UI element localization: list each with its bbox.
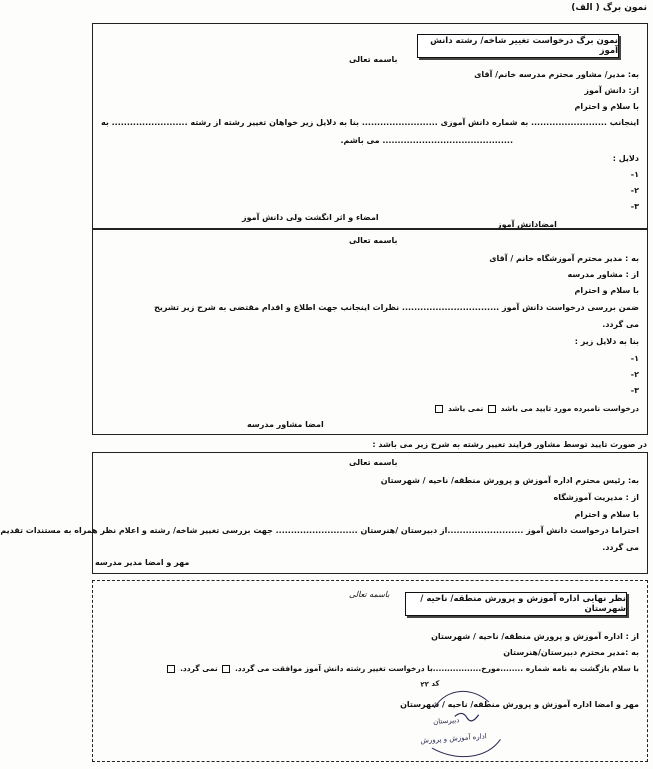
process-note: در صورت تایید توسط مشاور فرایند تغییر رشته به شرح زیر می باشد : xyxy=(372,440,647,449)
section-4-from: از : اداره آموزش و پرورش منطقه/ ناحیه / شهرستان xyxy=(431,632,639,641)
section-principal-referral xyxy=(0,452,648,574)
section-4-title: نظر نهایی اداره آموزش و پرورش منطقه/ ناحیه / شهرستان xyxy=(405,592,627,616)
section-4-to: به :مدیر محترم دبیرستان/هنرستان xyxy=(503,648,639,657)
parent-signature-label: امضاء و اثر انگشت ولی دانش آموز xyxy=(242,213,379,222)
section-2-basmala: باسمه تعالی xyxy=(349,236,398,245)
stamp-line-2: اداره آموزش و پرورش xyxy=(420,732,487,745)
section-1-from: از: دانش آموز xyxy=(584,86,639,95)
agree-checkbox[interactable] xyxy=(222,665,230,673)
section-3-greeting: با سلام و احترام xyxy=(574,510,639,519)
section-1-item-3: ۳- xyxy=(630,202,639,211)
section-3-basmala: باسمه تعالی xyxy=(349,458,398,467)
section-1-item-2: ۲- xyxy=(630,186,639,195)
section-1-item-1: ۱- xyxy=(630,170,639,179)
principal-signature-label: مهر و امضا مدیر مدرسه xyxy=(95,558,190,567)
section-1-basmala: باسمه تعالی xyxy=(349,55,398,64)
section-2-item-2: ۲- xyxy=(630,370,639,379)
counselor-signature-label: امضا مشاور مدرسه xyxy=(247,420,324,429)
office-signature-label: مهر و امضا اداره آموزش و پرورش منطقه/ ناحیه / شهرستان xyxy=(400,700,639,709)
not-approved-checkbox[interactable] xyxy=(435,405,443,413)
approval-status-text: درخواست نامبرده مورد تایید می باشد xyxy=(500,404,639,413)
section-2-body-line2: می گردد. xyxy=(602,320,639,329)
section-4-basmala: باسمه تعالی xyxy=(349,590,390,599)
section-3-body-line1: احتراما درخواست دانش آموز .........................از دبیرستان /هنرستان ........................... جهت بررسی تغییر شاخه/ رشته و اعلام نظر همراه به مستندات تقدیم xyxy=(0,526,639,535)
section-1-body-line1: اینجانب ......................... به شماره دانش آموزی ......................... بنا به دلایل زیر خواهان تغییر رشته از رشته ......................... به xyxy=(101,118,639,127)
section-4-body-text: با سلام بازگشت به نامه شماره ........مورخ.................با درخواست تغییر رشته دانش آموز موافقت می گردد. xyxy=(234,664,639,673)
section-2-reasons-label: بنا به دلایل زیر : xyxy=(574,337,639,346)
approved-checkbox[interactable] xyxy=(488,405,496,413)
disagree-checkbox[interactable] xyxy=(167,665,175,673)
student-signature-label: امضادانش آموز xyxy=(497,220,557,229)
section-4-no-text: نمی گردد. xyxy=(180,664,218,673)
not-approved-text: نمی باشد xyxy=(447,404,484,413)
section-1-greeting: با سلام و احترام xyxy=(574,102,639,111)
section-3-to: به: رئیس محترم اداره آموزش و پرورش منطقه/ ناحیه / شهرستان xyxy=(380,476,639,485)
section-4-body xyxy=(165,664,639,673)
section-1-to: به: مدیر/ مشاور محترم مدرسه خانم/ آقای xyxy=(474,70,639,79)
official-stamp xyxy=(412,673,510,767)
section-2-item-3: ۳- xyxy=(630,386,639,395)
stamp-code: کد ۲۲ xyxy=(420,679,440,689)
stamp-line-1: دبیرستان xyxy=(432,716,460,726)
section-2-status xyxy=(433,404,639,413)
section-2-item-1: ۱- xyxy=(630,354,639,363)
section-1-title: نمون برگ درخواست تغییر شاخه/ رشته دانش آموز xyxy=(417,34,619,58)
form-label: نمون برگ ( الف) xyxy=(571,3,647,13)
section-3-body-line2: می گردد. xyxy=(602,543,639,552)
section-2-from: از : مشاور مدرسه xyxy=(567,270,639,279)
section-2-greeting: با سلام و احترام xyxy=(574,286,639,295)
section-2-body-line1: ضمن بررسی درخواست دانش آموز ................................ نظرات اینجانب جهت اطلاع و اقدام مقتضی به شرح زیر تشریح xyxy=(154,303,639,312)
section-1-body-line2: ........................................... می باشم. xyxy=(340,136,513,145)
section-2-to: به : مدیر محترم آموزشگاه خانم / آقای xyxy=(489,254,639,263)
section-1-reasons-label: دلایل : xyxy=(612,154,639,163)
section-3-from: از : مدیریت آموزشگاه xyxy=(553,493,639,502)
